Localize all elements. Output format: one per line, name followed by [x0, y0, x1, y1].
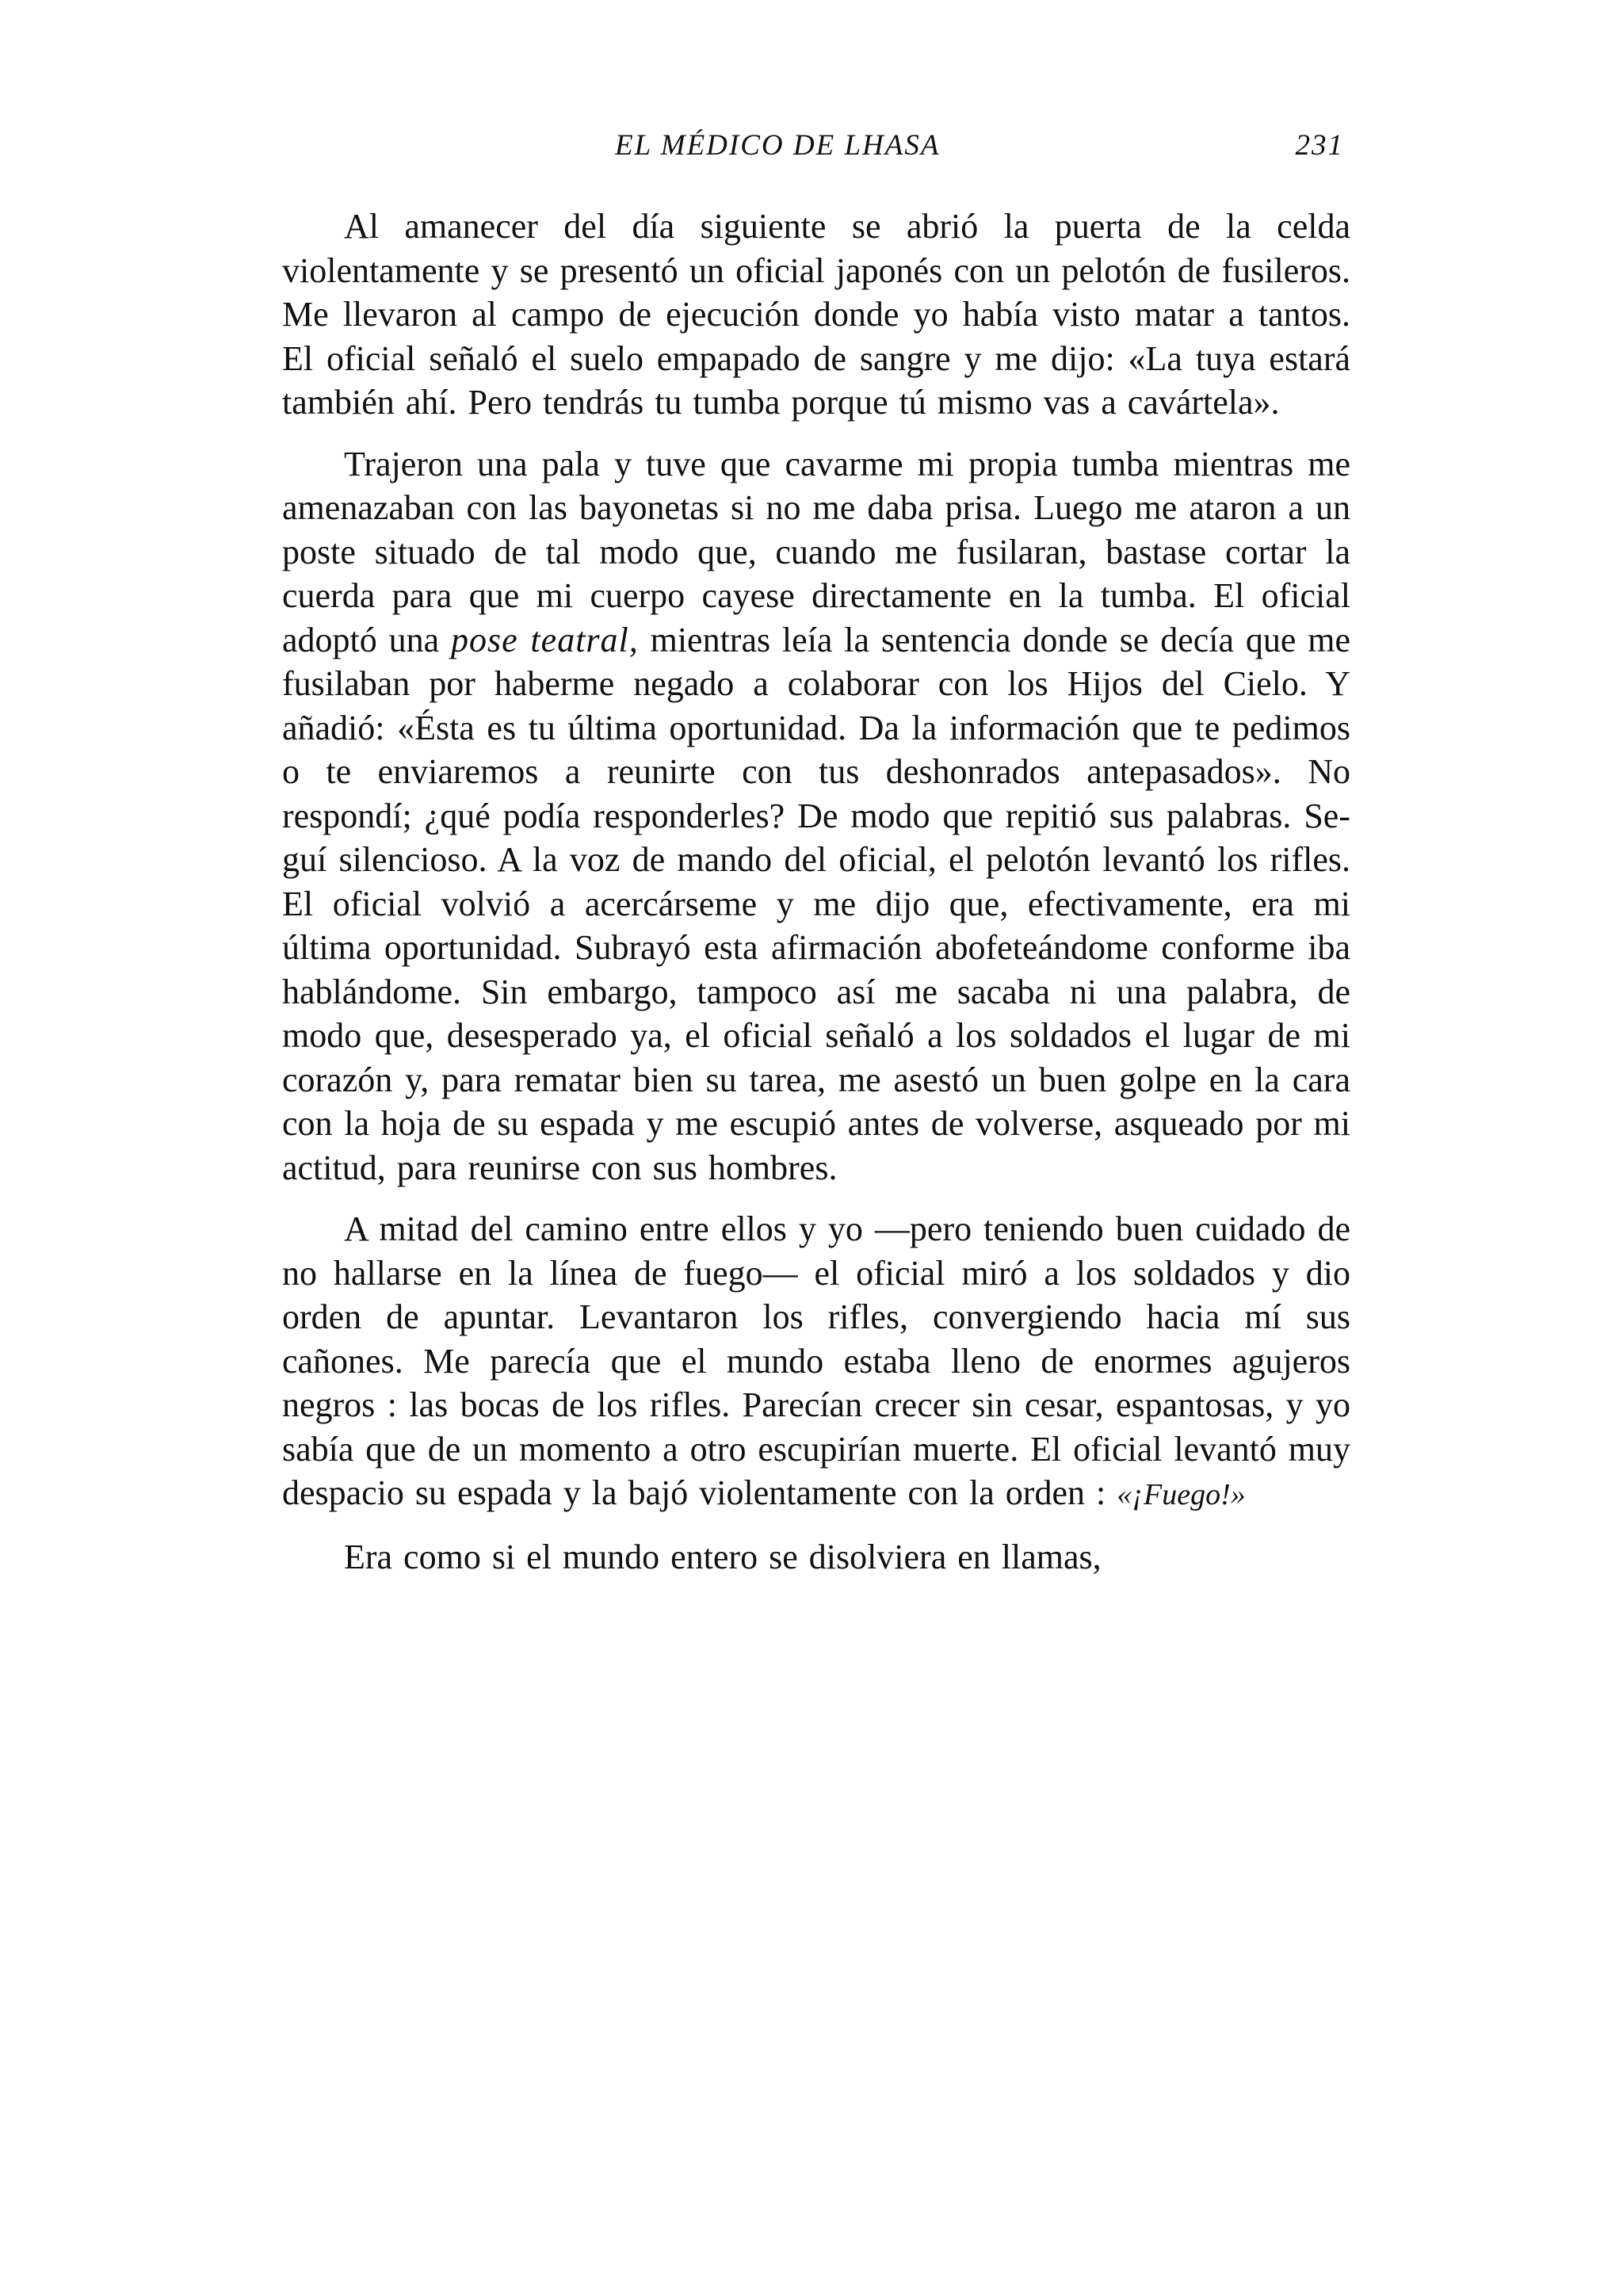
- paragraph-1: [282, 204, 1350, 425]
- paragraph-1-text: Al amanecer del día siguiente se abrió la puerta de la celda violentamente y se presentó un oficial japonés con un pelotón de fusileros. Me llevaron al campo de ejecución donde yo había visto matar a tantos. El oficial señaló el suelo empapado de sangre y me dijo: «La tuya estará también ahí. Pero tendrás tu tumba porque tú mismo vas a cavártela».: [282, 207, 1350, 422]
- paragraph-4: [282, 1535, 1350, 1580]
- paragraph-3: [282, 1207, 1350, 1518]
- paragraph-2-text-before: Trajeron una pala y tuve que cavarme mi propia tumba mientras me amenazaban con las bayonetas si no me daba prisa. Luego me ataron a un poste situado de tal modo que, cuando me fusilaran, bastase cortar la cuerda para que mi cuerpo cayese directamente en la tumba. El oficial adoptó una: [282, 444, 1350, 659]
- paragraph-3-text-before: A mitad del camino entre ellos y yo —pero teniendo buen cuidado de no hallarse en la línea de fuego— el oficial miró a los soldados y dio orden de apuntar. Levantaron los rifles, convergiendo hacia mí sus cañones. Me parecía que el mundo estaba lleno de enormes agujeros negros : las bocas de los rifles. Parecían crecer sin cesar, espantosas, y yo sabía que de un momento a otro escupirían muerte. El oficial levantó muy despacio su espada y la bajó violentamente con la orden :: [282, 1209, 1350, 1512]
- paragraph-2: [282, 442, 1350, 1190]
- text-body: [282, 204, 1350, 1596]
- paragraph-2-text-after: mientras leía la sentencia donde se decía que me fusilaban por haberme negado a colaborar con los Hijos del Cielo. Y añadió: «Ésta es tu última oportunidad. Da la información que te pedimos o te enviaremos a reunirte con tus deshonrados antepasados». No respondí; ¿qué podía responderles? De modo que repitió sus palabras. Seguí silencioso. A la voz de mando del oficial, el pelotón levantó los rifles. El oficial volvió a acercárseme y me dijo que, efectivamente, era mi última oportunidad. Subrayó esta afirmación abofeteándome conforme iba hablándome. Sin embargo, tampoco así me sacaba ni una palabra, de modo que, desesperado ya, el oficial señaló a los soldados el lugar de mi corazón y, para rematar bien su tarea, me asestó un buen golpe en la cara con la hoja de su espada y me escupió antes de volverse, asqueado por mi actitud, para reunirse con sus hombres.: [282, 620, 1350, 1187]
- running-head: [282, 128, 1350, 176]
- paragraph-2-italic: pose teatral,: [450, 620, 639, 659]
- page-number: 231: [1295, 129, 1344, 162]
- running-title: EL MÉDICO DE LHASA: [615, 129, 941, 162]
- paragraph-4-text: Era como si el mundo entero se disolviera en llamas,: [344, 1537, 1102, 1576]
- paragraph-3-italic: «¡Fuego!»: [1117, 1478, 1246, 1511]
- book-page: [282, 0, 1350, 2296]
